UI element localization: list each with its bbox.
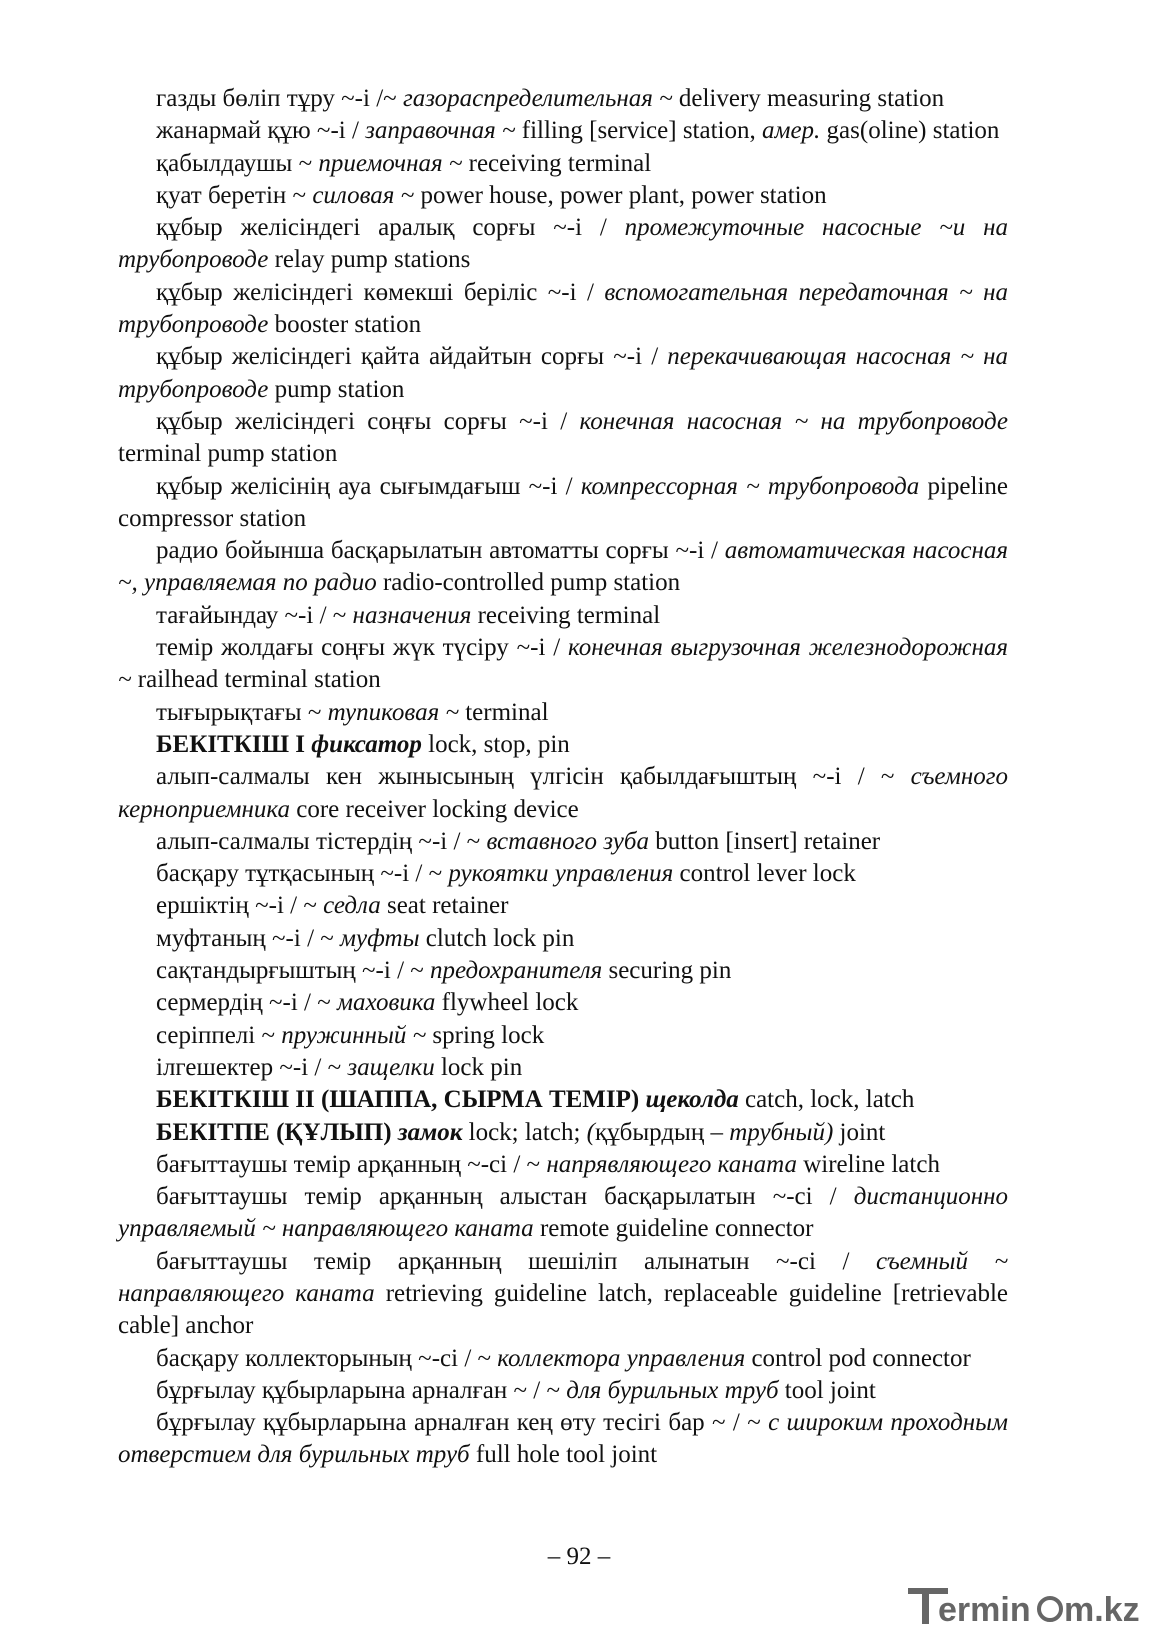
entry-segment: алып-салмалы тістердің ~-і / ~ [156,827,487,855]
entry-segment: муфтаның ~-і / ~ [156,924,341,952]
entry-segment: сақтандырғыштың ~-і / ~ [156,957,431,985]
entry-segment: тығырықтағы ~ [156,698,328,726]
entry-segment: құбыр желісіндегі көмекші беріліс ~-і / [156,278,605,306]
entry-segment: relay pump stations [268,246,471,274]
dictionary-entry [118,1407,1008,1472]
dictionary-entry [118,1117,1008,1149]
dictionary-entry [118,148,1008,180]
entry-segment: control lever lock [673,860,856,888]
entry-segment: для бурильных труб [566,1376,779,1404]
dictionary-entry [118,858,1008,890]
entry-segment: қабылдаушы ~ [156,149,319,177]
dictionary-entry [118,697,1008,729]
dictionary-entry [118,987,1008,1019]
entry-segment: бұрғылау құбырларына арналған ~ / ~ [156,1376,567,1404]
entry-segment: басқару коллекторының ~-сі / ~ [156,1344,498,1372]
entry-segment: terminal [458,698,549,726]
entry-segment: предохранителя [430,957,603,985]
entry-segment: газораспределительная ~ [402,85,673,112]
entry-segment: фиксатор [311,730,422,758]
entry-segment: седла [323,892,381,920]
entry-segment: назначения [352,601,472,629]
entry-segment: приемочная ~ [318,149,463,177]
entry-segment: tool joint [778,1376,876,1404]
entry-segment: жанармай құю ~-і / [156,117,366,145]
dictionary-entry [118,1181,1008,1246]
entry-segment: ершіктің ~-і / ~ [156,892,324,920]
termincom-logo [904,1579,1142,1631]
entry-segment: серіппелі ~ [156,1021,282,1049]
dictionary-entry [118,600,1008,632]
dictionary-entries [118,83,1008,1472]
logo-text-right: m.kz [1064,1591,1140,1629]
entry-segment: защелки [347,1053,435,1081]
dictionary-entry [118,761,1008,826]
entry-segment: коллектора управления [497,1344,746,1372]
entry-segment: lock, stop, pin [421,730,570,758]
dictionary-entry [118,535,1008,600]
dictionary-entry [118,406,1008,471]
entry-segment: рукоятки управления [448,860,674,888]
dictionary-entry [118,115,1008,147]
entry-segment: маховика [337,989,436,1017]
entry-segment: button [insert] retainer [648,827,881,855]
entry-segment: delivery measuring station [672,85,945,112]
entry-segment: pump station [268,375,405,403]
entry-segment: съемного керноприемника [118,763,1008,823]
entry-segment: автоматическая насосная ~, управляемая по радио [118,537,1008,597]
entry-segment: receiving terminal [471,601,661,629]
entry-segment: амер. [761,117,821,145]
dictionary-entry [118,83,1008,115]
dictionary-entry [118,1084,1008,1116]
entry-segment: receiving terminal [462,149,652,177]
entry-segment: сермердің ~-і / ~ [156,989,338,1017]
entry-segment: gas(oline) station [820,117,1000,145]
entry-segment: конечная насосная ~ на трубопроводе [579,407,1008,435]
entry-segment: замок [397,1118,463,1146]
entry-segment: joint [833,1118,886,1146]
entry-segment: catch, lock, latch [738,1086,915,1114]
dictionary-entry [118,277,1008,342]
entry-segment: тағайындау ~-і / ~ [156,601,353,629]
dictionary-entry [118,632,1008,697]
entry-segment: заправочная ~ [365,117,516,145]
entry-segment: clutch lock pin [419,924,575,952]
entry-segment: filling [service] station, [515,117,762,145]
entry-segment: компрессорная ~ трубопровода [580,472,920,500]
entry-segment: core receiver locking device [289,795,579,823]
entry-segment: щеколда [645,1086,739,1114]
dictionary-entry [118,1052,1008,1084]
entry-segment: промежуточные насосные ~и на трубопроводе [118,214,1009,274]
dictionary-entry [118,212,1008,277]
dictionary-entry [118,341,1008,406]
dictionary-entry [118,955,1008,987]
entry-segment: силовая ~ [312,181,415,209]
entry-segment: seat retainer [380,892,509,920]
entry-segment: БЕКІТКІШ ІІ (ШАППА, СЫРМА ТЕМІР) [156,1086,646,1114]
entry-segment: тупиковая ~ [327,698,459,726]
entry-segment: құбырдың – [594,1118,730,1146]
logo-o-icon [1039,1598,1061,1620]
dictionary-entry [118,1020,1008,1052]
dictionary-entry [118,1375,1008,1407]
entry-segment: құбыр желісінің ауа сығымдағыш ~-і / [156,472,581,500]
entry-segment: power house, power plant, power station [414,181,827,209]
entry-segment: бағыттаушы темір арқанның шешіліп алынатын ~-сі / [156,1247,876,1275]
entry-segment: темір жолдағы соңғы жүк түсіру ~-і / [156,634,568,662]
entry-segment: control pod connector [745,1344,971,1372]
entry-segment: railhead terminal station [131,666,381,694]
entry-segment: алып-салмалы кен жынысының үлгісін қабылдағыштың ~-і / ~ [156,763,911,791]
entry-segment: remote guideline connector [533,1215,814,1243]
logo-text-left: ermin [938,1591,1031,1629]
entry-segment: бұрғылау құбырларына арналған кең өту тесігі бар ~ / ~ [156,1409,769,1437]
entry-segment: full hole tool joint [469,1441,658,1469]
entry-segment: басқару тұтқасының ~-і / ~ [156,860,449,888]
entry-segment: pipeline compressor station [118,472,1008,532]
entry-segment: съемный ~ направляющего каната [118,1247,1009,1307]
entry-segment: wireline latch [796,1150,940,1178]
entry-segment: ілгешектер ~-і / ~ [156,1053,348,1081]
entry-segment: пружинный ~ [281,1021,427,1049]
entry-segment: бағыттаушы темір арқанның ~-сі / ~ [156,1150,547,1178]
dictionary-entry [118,471,1008,536]
entry-segment: flywheel lock [435,989,579,1017]
entry-segment: вспомогательная передаточная ~ на трубопроводе [118,278,1008,339]
entry-segment: lock; latch; [462,1118,587,1146]
dictionary-entry [118,923,1008,955]
dictionary-entry [118,729,1008,761]
entry-segment: радио бойынша басқарылатын автоматты сорғы ~-і / [156,537,725,565]
dictionary-entry [118,826,1008,858]
entry-segment: booster station [268,311,422,339]
entry-segment: напрявляющего каната [546,1150,797,1178]
entry-segment: конечная выгрузочная железнодорожная ~ [118,634,1008,694]
entry-segment: перекачивающая насосная ~ на трубопроводе [118,343,1008,403]
entry-segment: securing pin [602,957,732,985]
entry-segment: spring lock [426,1021,545,1049]
entry-segment: lock pin [434,1053,523,1081]
dictionary-entry [118,1149,1008,1181]
entry-segment: трубный) [729,1118,834,1146]
dictionary-entry [118,1343,1008,1375]
entry-segment: дистанционно управляемый ~ направляющего каната [118,1183,1008,1243]
entry-segment: құбыр желісіндегі аралық сорғы ~-і / [156,214,625,242]
dictionary-entry [118,180,1008,212]
page-number: – 92 – [547,1543,611,1570]
entry-segment: бағыттаушы темір арқанның алыстан басқарылатын ~-сі / [156,1183,854,1211]
entry-segment: БЕКІТКІШ І [156,730,312,758]
entry-segment: құбыр желісіндегі қайта айдайтын сорғы ~-і / [156,343,668,371]
entry-segment: с широким проходным отверстием для бурильных труб [118,1409,1008,1469]
entry-segment: қуат беретін ~ [156,181,313,209]
entry-segment: terminal pump station [118,440,338,468]
dictionary-entry [118,890,1008,922]
entry-segment: вставного зуба [486,827,649,855]
entry-segment: retrieving guideline latch, replaceable guideline [retrievable cable] anchor [118,1279,1008,1340]
entry-segment: БЕКІТПЕ (ҚҰЛЫП) [156,1118,398,1146]
entry-segment: ( [586,1118,595,1146]
dictionary-entry [118,1246,1008,1343]
entry-segment: муфты [340,924,420,952]
entry-segment: газды бөліп тұру ~-і /~ [156,85,403,112]
entry-segment: құбыр желісіндегі соңғы сорғы ~-і / [156,407,580,435]
entry-segment: radio-controlled pump station [376,569,681,597]
